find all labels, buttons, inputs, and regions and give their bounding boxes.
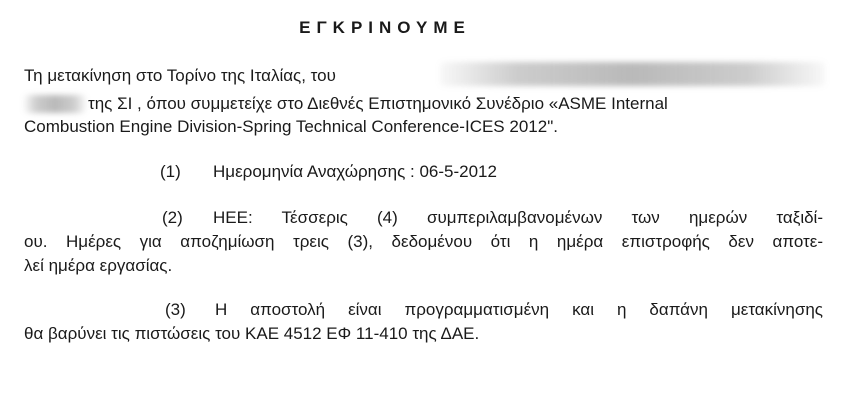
item-2-number: (2) [162, 208, 183, 227]
intro-line-2: της ΣΙ , όπου συμμετείχε στο Διεθνές Επιστημονικό Συνέδριο «ASME Internal [88, 94, 668, 113]
item-3-number: (3) [165, 300, 186, 319]
intro-line-1: Τη μετακίνηση στο Τορίνο της Ιταλίας, του [24, 66, 336, 85]
item-3-line-1: Η αποστολή είναι προγραμματισμένη και η δαπάνη μετακίνησης [215, 300, 823, 319]
item-1-number: (1) [160, 162, 181, 181]
document-heading: ΕΓΚΡΙΝΟΥΜΕ [299, 18, 471, 37]
item-1-text: Ημερομηνία Αναχώρησης : 06-5-2012 [213, 162, 497, 181]
item-2-line-1: ΗΕΕ: Τέσσερις (4) συμπεριλαμβανομένων των ημερών ταξιδί- [213, 208, 823, 227]
intro-line-3: Combustion Engine Division-Spring Technical Conference-ICES 2012". [24, 117, 558, 136]
redacted-name [440, 62, 825, 86]
redacted-rank [24, 95, 86, 113]
item-2-line-3: λεί ημέρα εργασίας. [24, 256, 173, 275]
item-2-line-2: ου. Ημέρες για αποζημίωση τρεις (3), δεδομένου ότι η ημέρα επιστροφής δεν αποτε- [24, 232, 823, 251]
item-3-line-2: θα βαρύνει τις πιστώσεις του ΚΑΕ 4512 ΕΦ 11-410 της ΔΑΕ. [24, 324, 480, 343]
